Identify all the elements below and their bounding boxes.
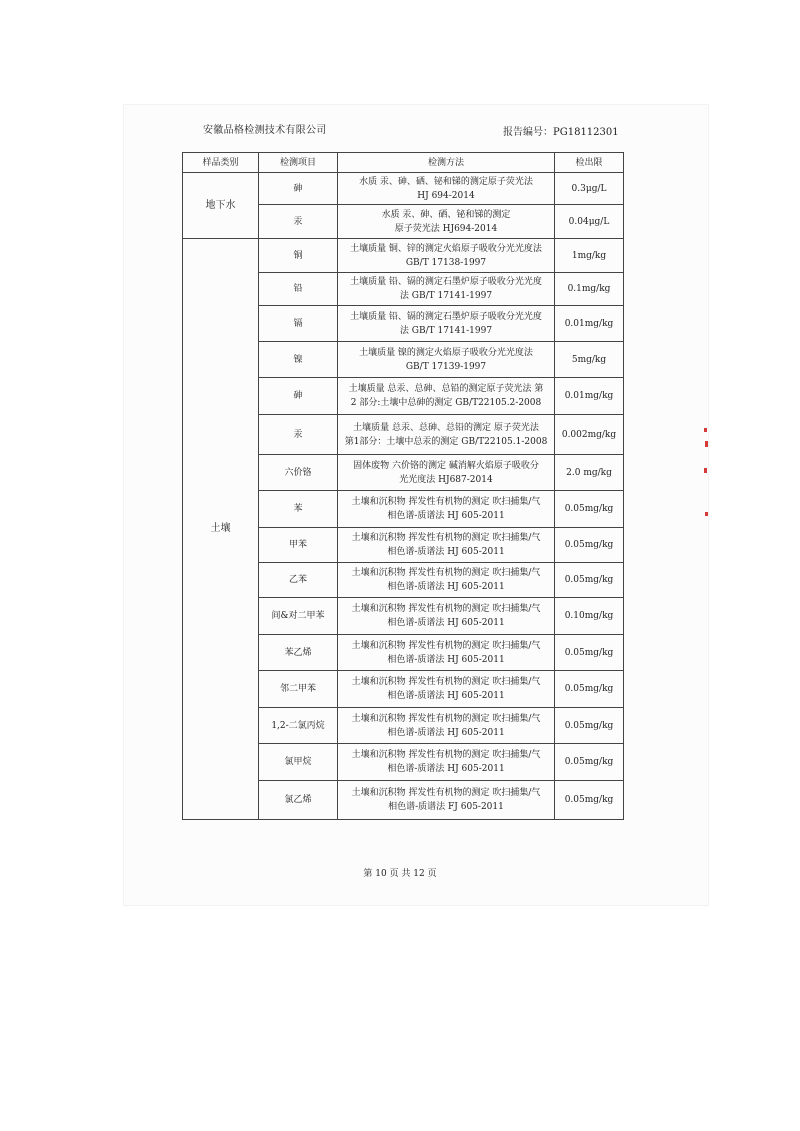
test-item-cell: 邻二甲苯 [259, 671, 338, 708]
method-line: 相色谱-质谱法 HJ 605-2011 [387, 618, 505, 628]
test-item-cell: 铅 [259, 273, 338, 306]
sample-category-cell: 土壤 [183, 239, 259, 820]
detection-limit-cell: 0.3μg/L [555, 173, 624, 205]
detection-limit-cell: 0.10mg/kg [555, 598, 624, 635]
test-method-cell [338, 205, 555, 239]
detection-limit-cell: 0.05mg/kg [555, 744, 624, 781]
method-line: 法 GB/T 17141-1997 [399, 291, 493, 301]
report-number: 报告编号：PG18112301 [503, 127, 619, 138]
stamp-edge-mark [705, 512, 708, 516]
test-item-cell: 汞 [259, 415, 338, 455]
detection-limit-cell: 0.05mg/kg [555, 671, 624, 708]
test-item-cell: 铜 [259, 239, 338, 273]
method-line: 土壤和沉积物 挥发性有机物的测定 吹扫捕集/气 [351, 497, 541, 507]
method-line: 土壤质量 总汞、总砷、总铅的测定 原子荧光法 [353, 422, 539, 433]
detection-limit-cell: 0.05mg/kg [555, 528, 624, 563]
column-header: 检测方法 [338, 153, 555, 173]
table-header-row [183, 153, 624, 173]
test-method-cell [338, 491, 555, 528]
test-item-cell: 砷 [259, 378, 338, 415]
page-number: 第 10 页 共 12 页 [363, 869, 437, 879]
test-method-cell [338, 781, 555, 820]
column-header: 样品类别 [183, 153, 259, 173]
method-line: 相色谱-质谱法 HJ 605-2011 [387, 691, 505, 701]
method-line: 法 GB/T 17141-1997 [399, 325, 493, 336]
detection-limit-cell: 2.0 mg/kg [555, 455, 624, 491]
method-line: 相色谱-质谱法 HJ 605-2011 [387, 654, 505, 665]
method-line: 光光度法 HJ687-2014 [399, 474, 493, 485]
sample-category-cell: 地下水 [183, 173, 259, 239]
test-item-cell: 六价铬 [259, 455, 338, 491]
test-item-cell: 氯乙烯 [259, 781, 338, 820]
test-item-cell: 苯乙烯 [259, 635, 338, 671]
method-line: 水质 汞、砷、硒、铋和锑的测定 [381, 209, 511, 220]
method-line: HJ 694-2014 [417, 190, 475, 201]
method-line: 土壤和沉积物 挥发性有机物的测定 吹扫捕集/气 [351, 568, 541, 578]
method-line: 2 部分:土壤中总砷的测定 GB/T22105.2-2008 [350, 398, 542, 408]
test-method-cell [338, 635, 555, 671]
detection-limit-cell: 0.05mg/kg [555, 635, 624, 671]
method-line: 相色谱-质谱法 HJ 605-2011 [387, 511, 505, 521]
detection-limit-cell: 0.01mg/kg [555, 378, 624, 415]
detection-methods-table [182, 152, 624, 820]
method-line: 土壤和沉积物 挥发性有机物的测定 吹扫捕集/气 [351, 640, 541, 651]
test-method-cell [338, 671, 555, 708]
test-item-cell: 镉 [259, 306, 338, 342]
test-item-cell: 甲苯 [259, 528, 338, 563]
test-item-cell: 苯 [259, 491, 338, 528]
table-row [183, 173, 624, 205]
stamp-edge-mark [704, 428, 707, 432]
method-line: 土壤质量 镍的测定火焰原子吸收分光光度法 [359, 347, 533, 358]
company-name: 安徽品格检测技术有限公司 [203, 125, 327, 136]
test-item-cell: 汞 [259, 205, 338, 239]
method-line: 水质 汞、砷、硒、铋和锑的测定原子荧光法 [359, 176, 533, 187]
test-item-cell: 氯甲烷 [259, 744, 338, 781]
detection-limit-cell: 0.04μg/L [555, 205, 624, 239]
test-method-cell [338, 528, 555, 563]
test-method-cell [338, 455, 555, 491]
test-item-cell: 镍 [259, 342, 338, 378]
method-line: 土壤和沉积物 挥发性有机物的测定 吹扫捕集/气 [351, 750, 541, 760]
test-item-cell: 砷 [259, 173, 338, 205]
table-row [183, 239, 624, 273]
method-line: 土壤质量 铜、锌的测定火焰原子吸收分光光度法 [350, 243, 542, 254]
test-method-cell [338, 273, 555, 306]
method-line: 土壤和沉积物 挥发性有机物的测定 吹扫捕集/气 [351, 604, 541, 614]
detection-limit-cell: 0.002mg/kg [555, 415, 624, 455]
test-method-cell [338, 306, 555, 342]
detection-limit-cell: 1mg/kg [555, 239, 624, 273]
test-method-cell [338, 342, 555, 378]
method-line: 土壤质量 总汞、总砷、总铅的测定原子荧光法 第 [348, 384, 544, 394]
method-line: 相色谱-质谱法 HJ 605-2011 [387, 582, 505, 592]
method-line: 相色谱-质谱法 HJ 605-2011 [387, 547, 505, 557]
method-line: 土壤和沉积物 挥发性有机物的测定 吹扫捕集/气 [351, 677, 541, 687]
detection-limit-cell: 0.01mg/kg [555, 306, 624, 342]
test-item-cell: 1,2-二氯丙烷 [259, 708, 338, 744]
test-method-cell [338, 598, 555, 635]
detection-limit-cell: 0.1mg/kg [555, 273, 624, 306]
detection-limit-cell: 0.05mg/kg [555, 491, 624, 528]
test-method-cell [338, 708, 555, 744]
method-line: 原子荧光法 HJ694-2014 [394, 223, 498, 234]
detection-limit-cell: 0.05mg/kg [555, 781, 624, 820]
detection-limit-cell: 0.05mg/kg [555, 563, 624, 598]
method-line: GB/T 17138-1997 [405, 257, 487, 268]
test-item-cell: 间&对二甲苯 [259, 598, 338, 635]
method-line: 土壤和沉积物 挥发性有机物的测定 吹扫捕集/气 [351, 788, 541, 798]
method-line: 相色谱-质谱法 HJ 605-2011 [387, 727, 505, 738]
method-line: 土壤和沉积物 挥发性有机物的测定 吹扫捕集/气 [351, 713, 541, 724]
method-line: 土壤质量 铅、镉的测定石墨炉原子吸收分光光度 [350, 277, 542, 287]
method-line: 固体废物 六价铬的测定 碱消解火焰原子吸收分 [353, 460, 539, 471]
stamp-edge-mark [705, 441, 708, 447]
method-line: 土壤和沉积物 挥发性有机物的测定 吹扫捕集/气 [351, 533, 541, 543]
test-method-cell [338, 415, 555, 455]
test-method-cell [338, 239, 555, 273]
method-line: 第1部分：土壤中总汞的测定 GB/T22105.1-2008 [344, 436, 548, 447]
column-header: 检出限 [555, 153, 624, 173]
test-item-cell: 乙苯 [259, 563, 338, 598]
stamp-edge-mark [704, 468, 707, 473]
test-method-cell [338, 378, 555, 415]
method-line: 相色谱-质谱法 HJ 605-2011 [387, 764, 505, 774]
method-line: 土壤质量 铅、镉的测定石墨炉原子吸收分光光度 [350, 311, 542, 322]
test-method-cell [338, 173, 555, 205]
test-method-cell [338, 744, 555, 781]
method-line: 相色谱-质谱法 FJ 605-2011 [388, 802, 504, 812]
method-line: GB/T 17139-1997 [405, 361, 487, 372]
detection-limit-cell: 5mg/kg [555, 342, 624, 378]
detection-limit-cell: 0.05mg/kg [555, 708, 624, 744]
test-method-cell [338, 563, 555, 598]
column-header: 检测项目 [259, 153, 338, 173]
